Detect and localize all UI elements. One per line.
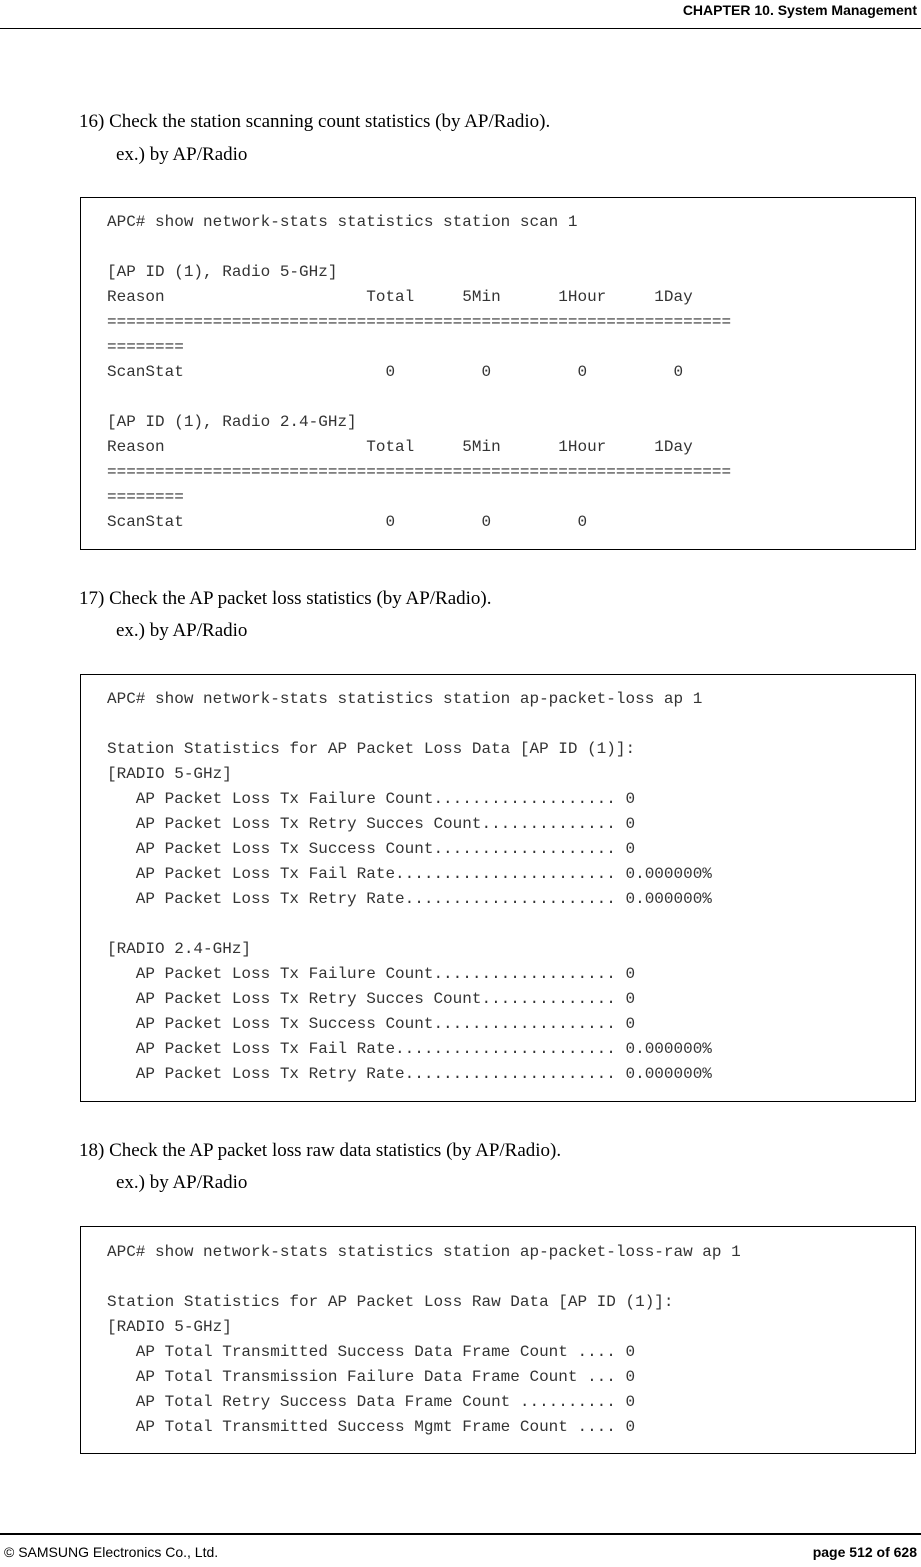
step-17-example-label: ex.) by AP/Radio (116, 620, 248, 641)
step-16-heading: 16) Check the station scanning count statistics (by AP/Radio). (79, 111, 551, 132)
step-18-example-label: ex.) by AP/Radio (116, 1172, 248, 1193)
page-header (0, 0, 921, 29)
page-footer (0, 1533, 921, 1567)
cli-output-packet-loss-raw: APC# show network-stats statistics station ap-packet-loss-raw ap 1 Station Statistics for AP Packet Loss Raw Data [AP ID (1)]: [RADIO 5-GHz] AP Total Transmitted Success Data Frame Count .... 0 AP Total Transmission Failure Data Frame Count ... 0 AP Total Retry Success Data Frame Count .......... 0 AP Total Transmitted Success Mgmt Frame Count .... 0 (107, 1243, 741, 1436)
page-number: page 512 of 628 (812, 1544, 917, 1560)
chapter-title: CHAPTER 10. System Management (682, 2, 917, 18)
cli-output-box-packet-loss-raw (80, 1226, 916, 1454)
cli-output-packet-loss: APC# show network-stats statistics station ap-packet-loss ap 1 Station Statistics for AP Packet Loss Data [AP ID (1)]: [RADIO 5-GHz] AP Packet Loss Tx Failure Count................... 0 AP Packet Loss Tx Retry Succes Count.............. 0 AP Packet Loss Tx Success Count................... 0 AP Packet Loss Tx Fail Rate....................... 0.000000% AP Packet Loss Tx Retry Rate...................... 0.000000% [RADIO 2.4-GHz] AP Packet Loss Tx Failure Count................... 0 AP Packet Loss Tx Retry Succes Count.............. 0 AP Packet Loss Tx Success Count................... 0 AP Packet Loss Tx Fail Rate....................... 0.000000% AP Packet Loss Tx Retry Rate...................... 0.000000% (107, 690, 712, 1083)
step-16-example-label: ex.) by AP/Radio (116, 144, 248, 165)
cli-output-scan: APC# show network-stats statistics station scan 1 [AP ID (1), Radio 5-GHz] Reason Total 5Min 1Hour 1Day ================================================================= ======== ScanStat 0 0 0 0 [AP ID (1), Radio 2.4-GHz] Reason Total 5Min 1Hour 1Day ================================================================= ======== ScanStat 0 0 0 (107, 213, 732, 531)
step-18-heading: 18) Check the AP packet loss raw data statistics (by AP/Radio). (79, 1140, 562, 1161)
step-17-heading: 17) Check the AP packet loss statistics (by AP/Radio). (79, 588, 492, 609)
cli-output-box-packet-loss (80, 674, 916, 1102)
copyright-text: © SAMSUNG Electronics Co., Ltd. (4, 1544, 219, 1560)
cli-output-box-scan (80, 197, 916, 550)
